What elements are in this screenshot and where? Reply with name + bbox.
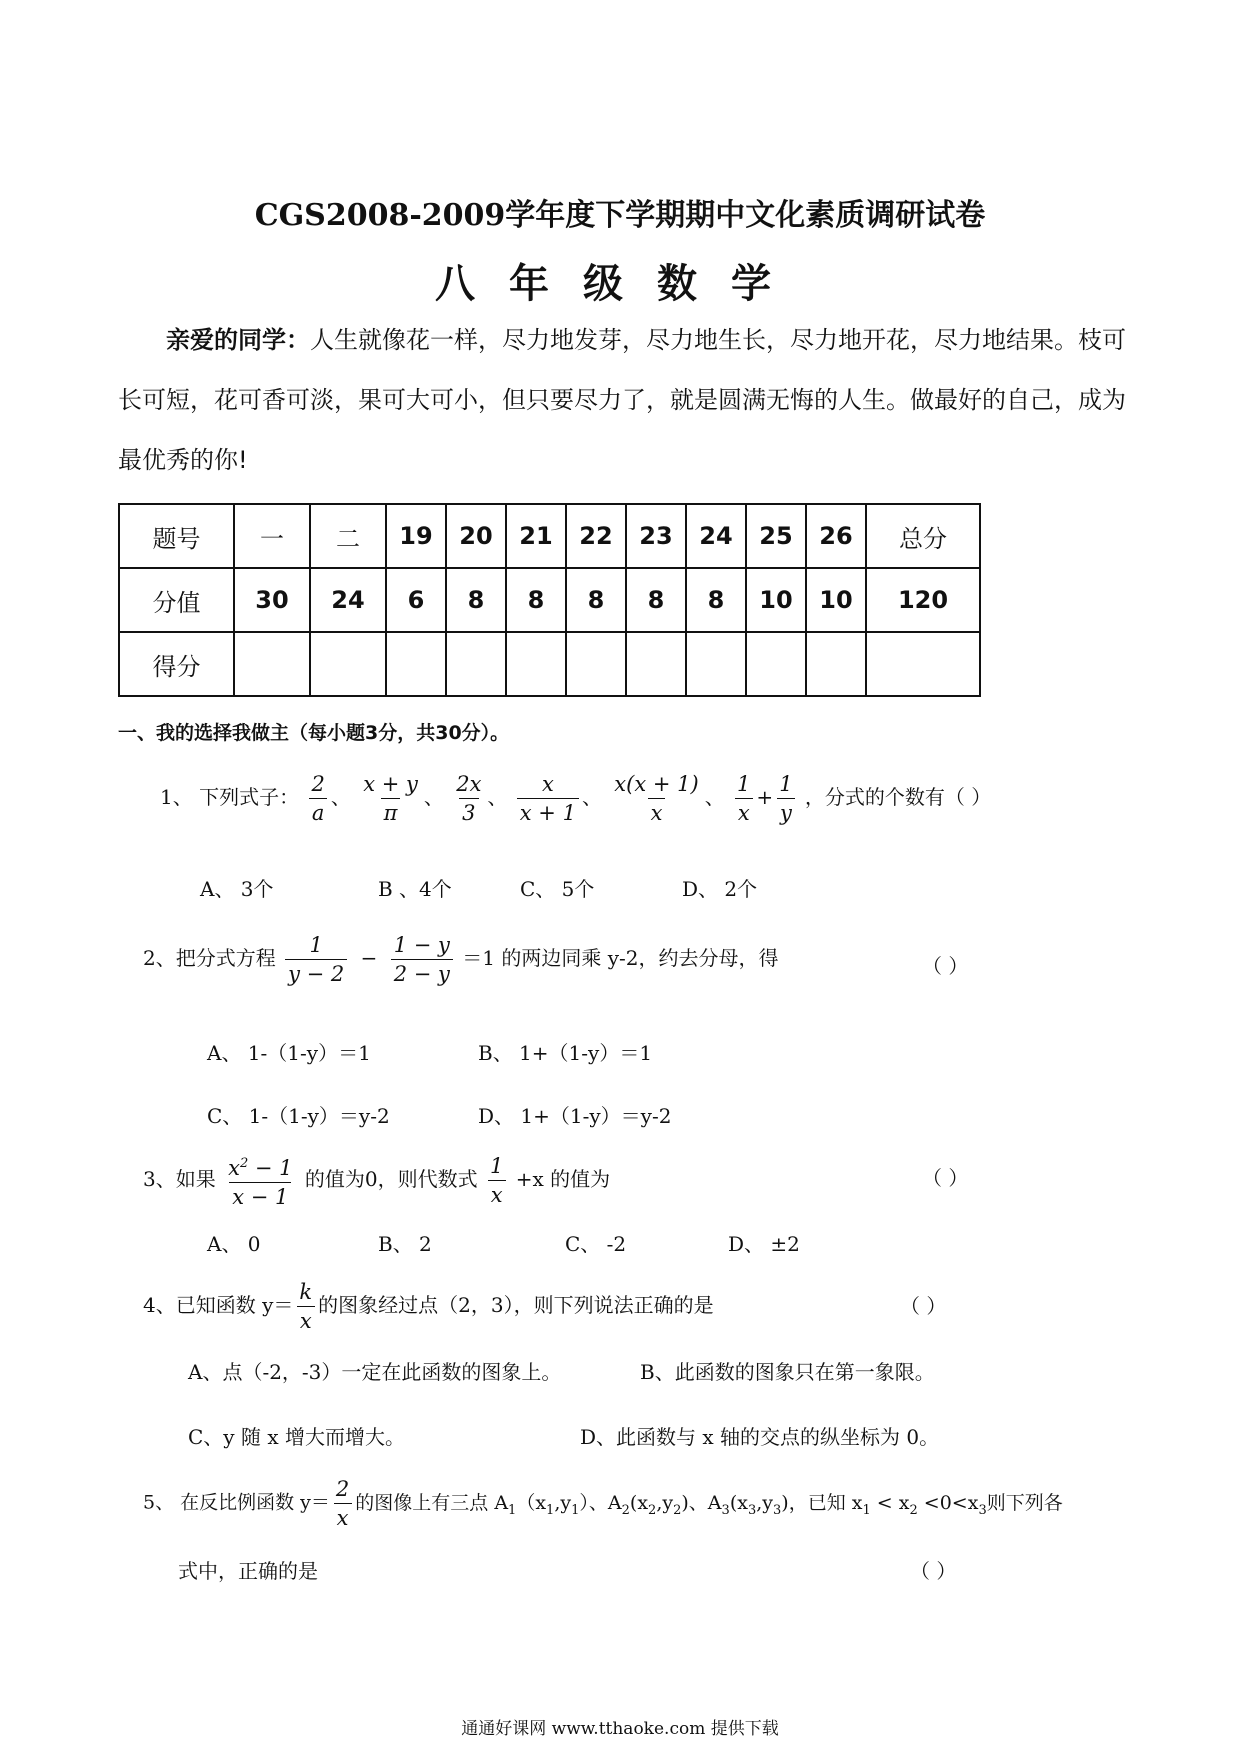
exam-title: CGS2008-2009学年度下学期期中文化素质调研试卷 [254, 198, 986, 233]
table-cell: 6 [386, 568, 446, 632]
q2-answer-paren: （ ） [922, 954, 969, 978]
score-table-header-row [119, 504, 980, 568]
row-label: 分值 [119, 568, 234, 632]
score-table [118, 503, 981, 697]
q3-option-b: B、 2 [378, 1232, 432, 1256]
table-cell: 20 [446, 504, 506, 568]
question-3 [143, 1152, 610, 1209]
score-input-cell [566, 632, 626, 696]
q5-prefix: 5、 在反比例函数 y＝ [143, 1491, 330, 1514]
row-label: 题号 [119, 504, 234, 568]
q3-middle: 的值为0，则代数式 [304, 1167, 478, 1191]
q3-answer-paren: （ ） [922, 1166, 969, 1190]
table-cell: 26 [806, 504, 866, 568]
score-input-cell [386, 632, 446, 696]
subject-title: 八年级数学 [435, 261, 805, 307]
table-cell: 21 [506, 504, 566, 568]
intro-greeting: 亲爱的同学： [166, 326, 310, 354]
q2-option-d: D、 1+（1-y）＝y-2 [478, 1104, 672, 1128]
q4-option-c: C、y 随 x 增大而增大。 [188, 1425, 405, 1449]
table-cell: 8 [686, 568, 746, 632]
fraction: $\frac{k}{x}$ [296, 1280, 315, 1333]
fraction: $\frac{x^2 - 1}{x - 1}$ [228, 1156, 293, 1209]
fraction: $\frac{1}{x}$ [734, 772, 753, 825]
fraction: $\frac{x}{x + 1}$ [517, 772, 579, 825]
table-cell: 19 [386, 504, 446, 568]
q5-line2: 式中，正确的是 [178, 1559, 318, 1583]
score-input-cell [746, 632, 806, 696]
fraction: $\frac{2x}{3}$ [456, 772, 482, 825]
score-input-cell [866, 632, 980, 696]
q3-option-c: C、 -2 [565, 1232, 627, 1256]
table-cell: 二 [310, 504, 386, 568]
q4-prefix: 4、已知函数 y＝ [143, 1293, 294, 1317]
q3-option-d: D、 ±2 [728, 1232, 800, 1256]
q5-text: 的图像上有三点 $A_1(x_1,y_1)$、$A_2(x_2,y_2)$、$A_3(x_3,y_3)$，已知 $x_1 < x_2 <0<x_3$则下列各 [355, 1491, 1063, 1518]
q2-option-b: B、 1+（1-y）＝1 [478, 1041, 653, 1065]
table-cell: 10 [806, 568, 866, 632]
score-input-cell [234, 632, 310, 696]
question-5 [143, 1477, 1063, 1530]
table-cell: 30 [234, 568, 310, 632]
q2-suffix: ＝1 的两边同乘 y-2，约去分母，得 [462, 946, 779, 970]
separator: 、 [487, 785, 508, 809]
table-cell: 一 [234, 504, 310, 568]
score-input-cell [806, 632, 866, 696]
q4-answer-paren: （ ） [900, 1294, 947, 1318]
table-cell: 22 [566, 504, 626, 568]
intro-paragraph [118, 310, 1128, 490]
fraction: $\frac{1}{x}$ [487, 1154, 506, 1207]
q1-suffix: ，分式的个数有（ ） [804, 785, 992, 809]
table-cell: 8 [566, 568, 626, 632]
table-cell: 总分 [866, 504, 980, 568]
q1-prefix: 1、 下列式子： [160, 785, 300, 809]
separator: 、 [581, 785, 602, 809]
q2-option-c: C、 1-（1-y）＝y-2 [207, 1104, 390, 1128]
q2-option-a: A、 1-（1-y）＝1 [207, 1041, 371, 1065]
separator: 、 [330, 785, 351, 809]
q1-option-c: C、 5个 [520, 877, 595, 901]
q5-answer-paren: （ ） [910, 1559, 957, 1583]
table-cell: 8 [626, 568, 686, 632]
question-4 [143, 1280, 714, 1333]
score-input-cell [446, 632, 506, 696]
fraction: $\frac{2}{x}$ [333, 1477, 352, 1530]
q3-prefix: 3、如果 [143, 1167, 216, 1191]
score-table-value-row [119, 568, 980, 632]
q4-option-d: D、此函数与 x 轴的交点的纵坐标为 0。 [580, 1425, 940, 1449]
q4-suffix: 的图象经过点（2，3），则下列说法正确的是 [318, 1293, 714, 1317]
score-input-cell [506, 632, 566, 696]
intro-text: 人生就像花一样，尽力地发芽，尽力地生长，尽力地开花，尽力地结果。枝可长可短，花可香可淡，果可大可小，但只要尽力了，就是圆满无悔的人生。做最好的自己，成为最优秀的你! [118, 326, 1126, 474]
table-cell: 24 [686, 504, 746, 568]
table-cell: 25 [746, 504, 806, 568]
q4-option-a: A、点（-2，-3）一定在此函数的图象上。 [188, 1360, 562, 1384]
table-cell: 120 [866, 568, 980, 632]
fraction: $\frac{x + y}{\pi}$ [363, 772, 418, 825]
fraction: $\frac{2}{a}$ [308, 772, 327, 825]
table-cell: 8 [506, 568, 566, 632]
row-label: 得分 [119, 632, 234, 696]
minus-sign: − [360, 946, 378, 970]
question-2 [143, 933, 779, 986]
q2-prefix: 2、把分式方程 [143, 946, 276, 970]
section-heading: 一、我的选择我做主（每小题3分，共30分）。 [118, 722, 510, 744]
q1-option-a: A、 3个 [200, 877, 274, 901]
q3-suffix: +x 的值为 [515, 1167, 611, 1191]
table-cell: 24 [310, 568, 386, 632]
score-input-cell [686, 632, 746, 696]
q3-option-a: A、 0 [207, 1232, 261, 1256]
q1-option-d: D、 2个 [682, 877, 758, 901]
q1-option-b: B 、4个 [378, 877, 452, 901]
separator: 、 [423, 785, 444, 809]
separator: 、 [704, 785, 725, 809]
plus-sign: + [756, 785, 774, 809]
fraction: $\frac{1 - y}{2 - y}$ [391, 933, 453, 986]
page-footer: 通通好课网 www.tthaoke.com 提供下载 [461, 1719, 779, 1739]
score-input-cell [310, 632, 386, 696]
question-1 [160, 772, 991, 825]
table-cell: 10 [746, 568, 806, 632]
table-cell: 8 [446, 568, 506, 632]
fraction: $\frac{1}{y - 2}$ [285, 933, 347, 986]
score-table-score-row [119, 632, 980, 696]
score-input-cell [626, 632, 686, 696]
fraction: $\frac{x(x + 1)}{x}$ [614, 772, 699, 825]
fraction: $\frac{1}{y}$ [776, 772, 795, 825]
table-cell: 23 [626, 504, 686, 568]
q4-option-b: B、此函数的图象只在第一象限。 [640, 1360, 935, 1384]
